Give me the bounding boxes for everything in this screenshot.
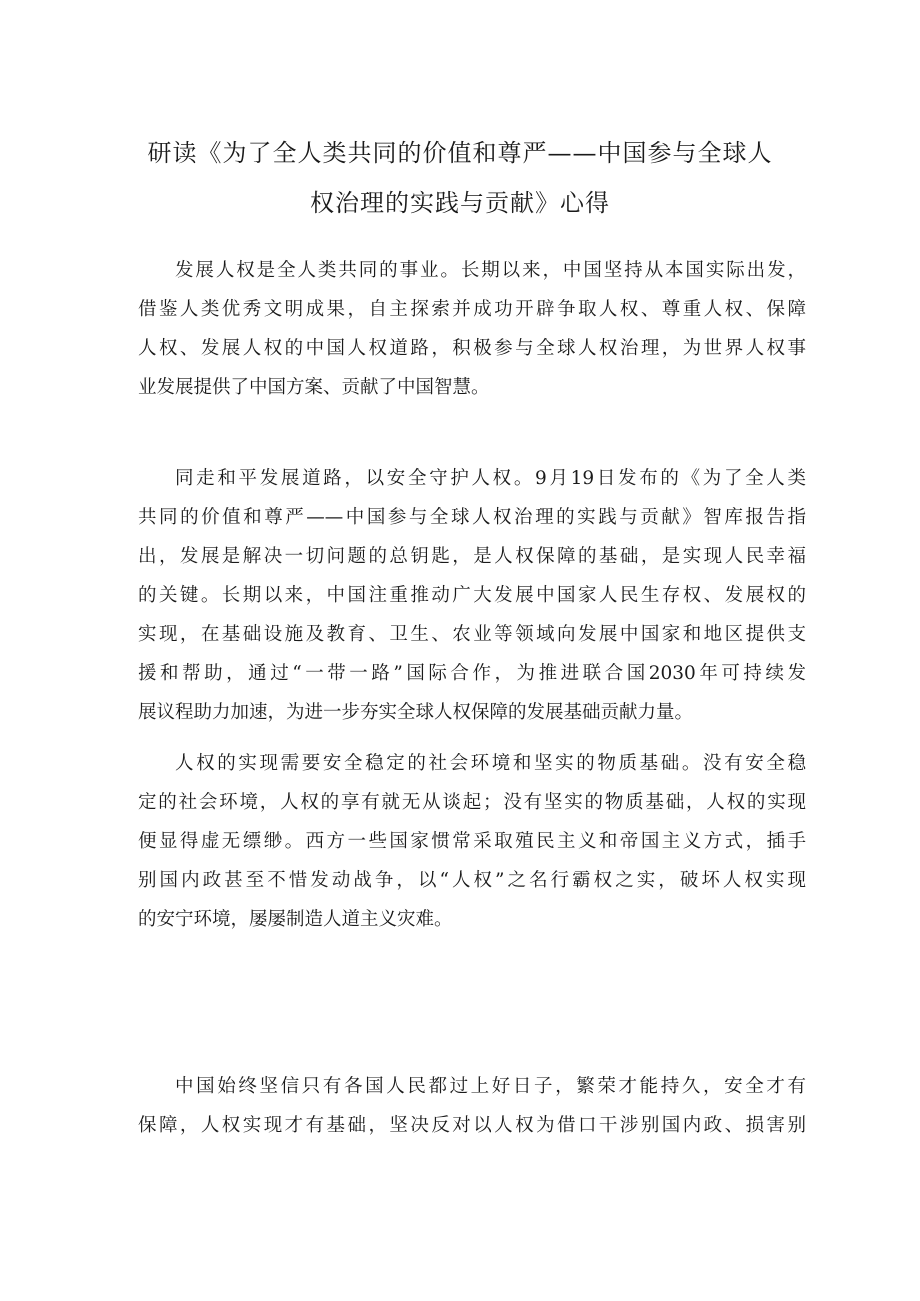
paragraph-line: 的安宁环境，屡屡制造人道主义灾难。 (138, 909, 453, 930)
paragraph-line: 定的社会环境，人权的享有就无从谈起；没有坚实的物质基础，人权的实现 (138, 792, 806, 813)
title-line: 研读《为了全人类共同的价值和尊严——中国参与全球人 (147, 139, 773, 167)
paragraph-line: 借鉴人类优秀文明成果，自主探索并成功开辟争取人权、尊重人权、保障 (138, 299, 806, 320)
paragraph-line: 人权的实现需要安全稳定的社会环境和坚实的物质基础。没有安全稳 (175, 753, 806, 774)
paragraph-line: 业发展提供了中国方案、贡献了中国智慧。 (138, 377, 490, 398)
paragraph-line: 同走和平发展道路，以安全守护人权。9月19日发布的《为了全人类 (175, 468, 806, 489)
paragraph-line: 中国始终坚信只有各国人民都过上好日子，繁荣才能持久，安全才有 (175, 1076, 806, 1097)
paragraph-line: 保障，人权实现才有基础，坚决反对以人权为借口干涉别国内政、损害别 (138, 1115, 806, 1136)
paragraph-line: 展议程助力加速，为进一步夯实全球人权保障的发展基础贡献力量。 (138, 702, 694, 723)
paragraph-line: 便显得虚无缥缈。西方一些国家惯常采取殖民主义和帝国主义方式，插手 (138, 831, 806, 852)
paragraph-line: 别国内政甚至不惜发动战争，以“人权”之名行霸权之实，破坏人权实现 (138, 870, 806, 891)
title-line: 权治理的实践与贡献》心得 (310, 189, 610, 217)
paragraph (138, 744, 806, 939)
paragraph-line: 援和帮助，通过“一带一路”国际合作，为推进联合国2030年可持续发 (138, 663, 806, 684)
paragraph-line: 共同的价值和尊严——中国参与全球人权治理的实践与贡献》智库报告指 (138, 507, 806, 528)
paragraph-line: 的关键。长期以来，中国注重推动广大发展中国家人民生存权、发展权的 (138, 585, 806, 606)
paragraph-line: 出，发展是解决一切问题的总钥匙，是人权保障的基础，是实现人民幸福 (138, 546, 806, 567)
paragraph (138, 251, 806, 407)
document-title (130, 128, 790, 228)
paragraph-line: 实现，在基础设施及教育、卫生、农业等领域向发展中国家和地区提供支 (138, 624, 806, 645)
paragraph-line: 发展人权是全人类共同的事业。长期以来，中国坚持从本国实际出发， (175, 260, 806, 281)
paragraph (138, 459, 806, 732)
paragraph (138, 1067, 806, 1145)
paragraph-line: 人权、发展人权的中国人权道路，积极参与全球人权治理，为世界人权事 (138, 338, 806, 359)
